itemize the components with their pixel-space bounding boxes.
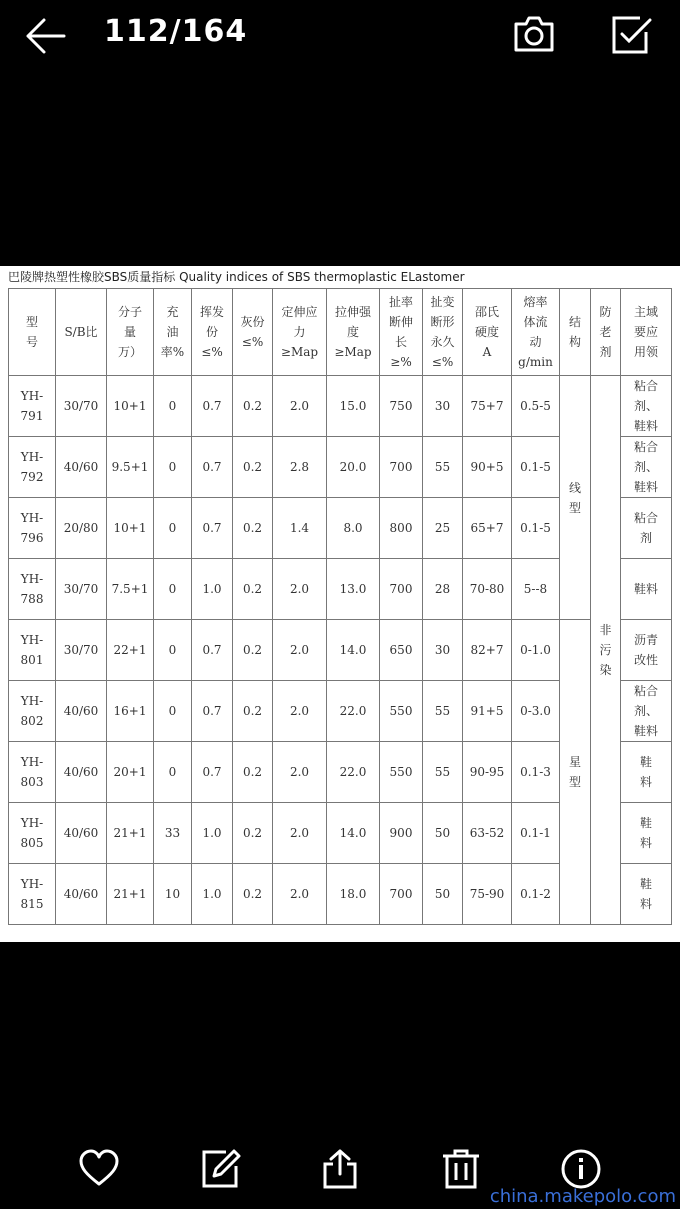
- header-elongation: 扯率 断伸 长 ≥%: [380, 289, 423, 376]
- cell-tensile-strength: 8.0: [327, 498, 380, 559]
- cell-application: 粘合 剂、 鞋料: [621, 437, 672, 498]
- cell-application: 鞋料: [621, 559, 672, 620]
- cell-oil-content: 0: [154, 620, 192, 681]
- cell-molecular-weight: 20+1: [107, 742, 154, 803]
- cell-ash: 0.2: [233, 681, 273, 742]
- cell-volatiles: 0.7: [192, 742, 233, 803]
- cell-ash: 0.2: [233, 803, 273, 864]
- header-molecular-weight: 分子 量 万）: [107, 289, 154, 376]
- cell-volatiles: 0.7: [192, 376, 233, 437]
- cell-model: YH- 791: [9, 376, 56, 437]
- cell-sb-ratio: 30/70: [56, 376, 107, 437]
- cell-sb-ratio: 30/70: [56, 620, 107, 681]
- delete-icon[interactable]: [440, 1148, 482, 1190]
- cell-molecular-weight: 16+1: [107, 681, 154, 742]
- cell-oil-content: 10: [154, 864, 192, 925]
- photo-viewer-image[interactable]: [0, 266, 680, 942]
- cell-ash: 0.2: [233, 864, 273, 925]
- sbs-quality-table: [8, 288, 672, 925]
- cell-modulus: 2.8: [273, 437, 327, 498]
- cell-tensile-strength: 14.0: [327, 803, 380, 864]
- cell-ash: 0.2: [233, 559, 273, 620]
- cell-melt-flow: 0.5-5: [512, 376, 560, 437]
- cell-melt-flow: 5--8: [512, 559, 560, 620]
- cell-molecular-weight: 10+1: [107, 376, 154, 437]
- cell-volatiles: 1.0: [192, 559, 233, 620]
- edit-icon[interactable]: [200, 1148, 242, 1190]
- cell-application: 鞋 料: [621, 742, 672, 803]
- back-arrow-icon[interactable]: [24, 16, 66, 56]
- cell-volatiles: 0.7: [192, 620, 233, 681]
- cell-oil-content: 0: [154, 742, 192, 803]
- cell-oil-content: 0: [154, 559, 192, 620]
- cell-melt-flow: 0.1-3: [512, 742, 560, 803]
- top-bar: [0, 0, 680, 72]
- cell-permanent-set: 28: [423, 559, 463, 620]
- cell-modulus: 1.4: [273, 498, 327, 559]
- cell-permanent-set: 30: [423, 376, 463, 437]
- cell-molecular-weight: 10+1: [107, 498, 154, 559]
- cell-shore-hardness: 75-90: [463, 864, 512, 925]
- cell-shore-hardness: 65+7: [463, 498, 512, 559]
- cell-sb-ratio: 30/70: [56, 559, 107, 620]
- cell-oil-content: 0: [154, 498, 192, 559]
- cell-application: 粘合 剂: [621, 498, 672, 559]
- header-sb-ratio: S/B比: [56, 289, 107, 376]
- cell-melt-flow: 0.1-5: [512, 437, 560, 498]
- heart-icon[interactable]: [78, 1148, 120, 1190]
- cell-application: 鞋 料: [621, 803, 672, 864]
- header-permanent-set: 扯变 断形 永久 ≤%: [423, 289, 463, 376]
- table-header-row: [9, 289, 672, 376]
- cell-ash: 0.2: [233, 620, 273, 681]
- cell-antiaging: 非 污 染: [591, 376, 621, 925]
- cell-oil-content: 0: [154, 376, 192, 437]
- cell-shore-hardness: 75+7: [463, 376, 512, 437]
- cell-elongation: 550: [380, 681, 423, 742]
- cell-elongation: 800: [380, 498, 423, 559]
- cell-tensile-strength: 14.0: [327, 620, 380, 681]
- cell-application: 沥青 改性: [621, 620, 672, 681]
- cell-modulus: 2.0: [273, 864, 327, 925]
- cell-application: 鞋 料: [621, 864, 672, 925]
- cell-model: YH- 802: [9, 681, 56, 742]
- header-ash: 灰份 ≤%: [233, 289, 273, 376]
- cell-ash: 0.2: [233, 437, 273, 498]
- table-caption: 巴陵牌热塑性橡胶SBS质量指标 Quality indices of SBS thermoplastic ELastomer: [8, 270, 465, 284]
- cell-tensile-strength: 22.0: [327, 742, 380, 803]
- cell-oil-content: 33: [154, 803, 192, 864]
- cell-modulus: 2.0: [273, 681, 327, 742]
- header-oil-content: 充 油 率%: [154, 289, 192, 376]
- cell-modulus: 2.0: [273, 559, 327, 620]
- cell-modulus: 2.0: [273, 742, 327, 803]
- cell-melt-flow: 0-1.0: [512, 620, 560, 681]
- cell-volatiles: 0.7: [192, 498, 233, 559]
- cell-application: 粘合 剂、 鞋料: [621, 376, 672, 437]
- cell-sb-ratio: 40/60: [56, 803, 107, 864]
- cell-elongation: 700: [380, 864, 423, 925]
- cell-sb-ratio: 40/60: [56, 681, 107, 742]
- watermark: china.makepolo.com: [489, 1186, 676, 1207]
- cell-volatiles: 1.0: [192, 864, 233, 925]
- cell-model: YH- 803: [9, 742, 56, 803]
- cell-sb-ratio: 40/60: [56, 864, 107, 925]
- header-antiaging: 防 老 剂: [591, 289, 621, 376]
- cell-molecular-weight: 21+1: [107, 864, 154, 925]
- cell-permanent-set: 50: [423, 864, 463, 925]
- header-application: 主域 要应 用领: [621, 289, 672, 376]
- cell-volatiles: 1.0: [192, 803, 233, 864]
- header-modulus: 定伸应 力 ≥Map: [273, 289, 327, 376]
- cell-tensile-strength: 18.0: [327, 864, 380, 925]
- cell-model: YH- 801: [9, 620, 56, 681]
- cell-shore-hardness: 82+7: [463, 620, 512, 681]
- cell-melt-flow: 0.1-1: [512, 803, 560, 864]
- cell-elongation: 550: [380, 742, 423, 803]
- share-icon[interactable]: [319, 1148, 361, 1190]
- cell-elongation: 700: [380, 559, 423, 620]
- table-row: [9, 620, 672, 681]
- cell-sb-ratio: 40/60: [56, 437, 107, 498]
- cell-volatiles: 0.7: [192, 681, 233, 742]
- cell-tensile-strength: 20.0: [327, 437, 380, 498]
- cell-modulus: 2.0: [273, 803, 327, 864]
- cell-sb-ratio: 40/60: [56, 742, 107, 803]
- table-row: [9, 376, 672, 437]
- edit-check-icon[interactable]: [610, 14, 654, 56]
- cell-melt-flow: 0-3.0: [512, 681, 560, 742]
- cell-shore-hardness: 70-80: [463, 559, 512, 620]
- cell-model: YH- 792: [9, 437, 56, 498]
- cell-ash: 0.2: [233, 498, 273, 559]
- image-counter: 112/164: [104, 14, 248, 49]
- camera-icon[interactable]: [512, 14, 556, 54]
- header-tensile-strength: 拉伸强 度 ≥Map: [327, 289, 380, 376]
- cell-volatiles: 0.7: [192, 437, 233, 498]
- cell-permanent-set: 50: [423, 803, 463, 864]
- cell-permanent-set: 55: [423, 742, 463, 803]
- cell-elongation: 900: [380, 803, 423, 864]
- cell-melt-flow: 0.1-5: [512, 498, 560, 559]
- header-structure: 结 构: [560, 289, 591, 376]
- cell-tensile-strength: 22.0: [327, 681, 380, 742]
- cell-oil-content: 0: [154, 437, 192, 498]
- cell-molecular-weight: 7.5+1: [107, 559, 154, 620]
- cell-molecular-weight: 21+1: [107, 803, 154, 864]
- cell-shore-hardness: 63-52: [463, 803, 512, 864]
- cell-shore-hardness: 90-95: [463, 742, 512, 803]
- cell-molecular-weight: 9.5+1: [107, 437, 154, 498]
- cell-shore-hardness: 90+5: [463, 437, 512, 498]
- cell-model: YH- 788: [9, 559, 56, 620]
- cell-permanent-set: 55: [423, 437, 463, 498]
- cell-permanent-set: 30: [423, 620, 463, 681]
- cell-model: YH- 796: [9, 498, 56, 559]
- cell-application: 粘合 剂、 鞋料: [621, 681, 672, 742]
- cell-modulus: 2.0: [273, 376, 327, 437]
- cell-elongation: 700: [380, 437, 423, 498]
- cell-structure-star: 星 型: [560, 620, 591, 925]
- cell-ash: 0.2: [233, 742, 273, 803]
- header-volatiles: 挥发 份 ≤%: [192, 289, 233, 376]
- header-shore-hardness: 邵氏 硬度 A: [463, 289, 512, 376]
- cell-tensile-strength: 15.0: [327, 376, 380, 437]
- cell-oil-content: 0: [154, 681, 192, 742]
- cell-ash: 0.2: [233, 376, 273, 437]
- cell-model: YH- 815: [9, 864, 56, 925]
- cell-sb-ratio: 20/80: [56, 498, 107, 559]
- cell-structure-linear: 线 型: [560, 376, 591, 620]
- cell-molecular-weight: 22+1: [107, 620, 154, 681]
- cell-elongation: 650: [380, 620, 423, 681]
- cell-melt-flow: 0.1-2: [512, 864, 560, 925]
- cell-modulus: 2.0: [273, 620, 327, 681]
- cell-model: YH- 805: [9, 803, 56, 864]
- header-melt-flow: 熔率 体流 动 g/min: [512, 289, 560, 376]
- info-icon[interactable]: [560, 1148, 602, 1190]
- cell-elongation: 750: [380, 376, 423, 437]
- cell-permanent-set: 55: [423, 681, 463, 742]
- cell-shore-hardness: 91+5: [463, 681, 512, 742]
- header-model: 型 号: [9, 289, 56, 376]
- cell-permanent-set: 25: [423, 498, 463, 559]
- cell-tensile-strength: 13.0: [327, 559, 380, 620]
